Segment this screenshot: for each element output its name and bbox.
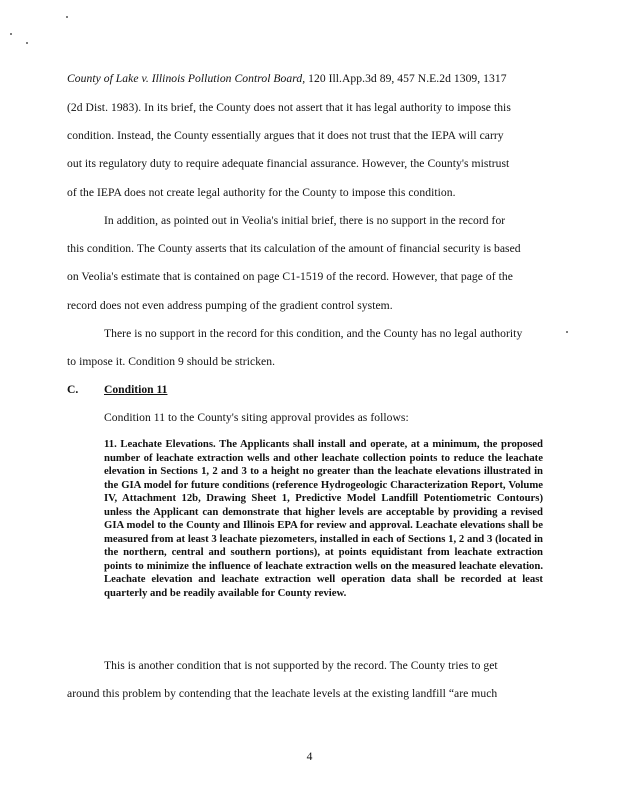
body-line-7: this condition. The County asserts that its calculation of the amount of financial security is based: [67, 242, 521, 255]
scan-speck: [566, 331, 568, 333]
section-letter: C.: [67, 383, 79, 396]
block-quote: 11. Leachate Elevations. The Applicants shall install and operate, at a minimum, the proposed number of leachate extraction wells and other leachate collection points to reduce the leachate elevation in Sections 1, 2 and 3 to a height no greater than the leachate elevations illustrated in the GIA model for future conditions (reference Hydrogeologic Characterization Report, Volume IV, Attachment 12b, Drawing Sheet 1, Predictive Model Landfill Potentiometric Contours) unless the Applicant can demonstrate that higher levels are acceptable by providing a revised GIA model to the County and Illinois EPA for review and approval. Leachate elevations shall be measured from at least 3 leachate piezometers, installed in each of Sections 1, 2 and 3 (located in the northern, central and southern portions), at points equidistant from leachate extraction points to minimize the influence of leachate extraction wells on the measured leachate elevation. Leachate elevation and leachate extraction well operation data shall be recorded at least quarterly and be readily available for County review.: [104, 438, 543, 600]
closing-line-1: This is another condition that is not supported by the record. The County tries to get: [104, 659, 498, 672]
citation-reporter: 120 Ill.App.3d 89, 457 N.E.2d 1309, 1317: [305, 72, 507, 85]
body-line-5: of the IEPA does not create legal authority for the County to impose this condition.: [67, 186, 456, 199]
body-line-10: There is no support in the record for this condition, and the County has no legal authority: [104, 327, 523, 340]
scan-speck: [66, 16, 68, 18]
body-line-8: on Veolia's estimate that is contained on page C1-1519 of the record. However, that page of the: [67, 270, 513, 283]
scan-speck: [26, 42, 28, 44]
body-line-1: [67, 72, 507, 86]
body-line-6: In addition, as pointed out in Veolia's initial brief, there is no support in the record for: [104, 214, 506, 227]
intro-line: Condition 11 to the County's siting approval provides as follows:: [104, 411, 409, 424]
closing-line-2: around this problem by contending that the leachate levels at the existing landfill “are much: [67, 687, 498, 700]
body-line-4: out its regulatory duty to require adequate financial assurance. However, the County's mistrust: [67, 157, 510, 170]
scan-speck: [10, 33, 12, 35]
case-citation: County of Lake v. Illinois Pollution Control Board,: [67, 72, 306, 85]
section-title: Condition 11: [104, 383, 168, 396]
body-line-11: to impose it. Condition 9 should be stricken.: [67, 355, 276, 368]
body-line-2: (2d Dist. 1983). In its brief, the County does not assert that it has legal authority to impose this: [67, 101, 511, 114]
page-number: 4: [306, 750, 313, 763]
body-line-9: record does not even address pumping of the gradient control system.: [67, 299, 393, 312]
body-line-3: condition. Instead, the County essentially argues that it does not trust that the IEPA will carry: [67, 129, 504, 142]
